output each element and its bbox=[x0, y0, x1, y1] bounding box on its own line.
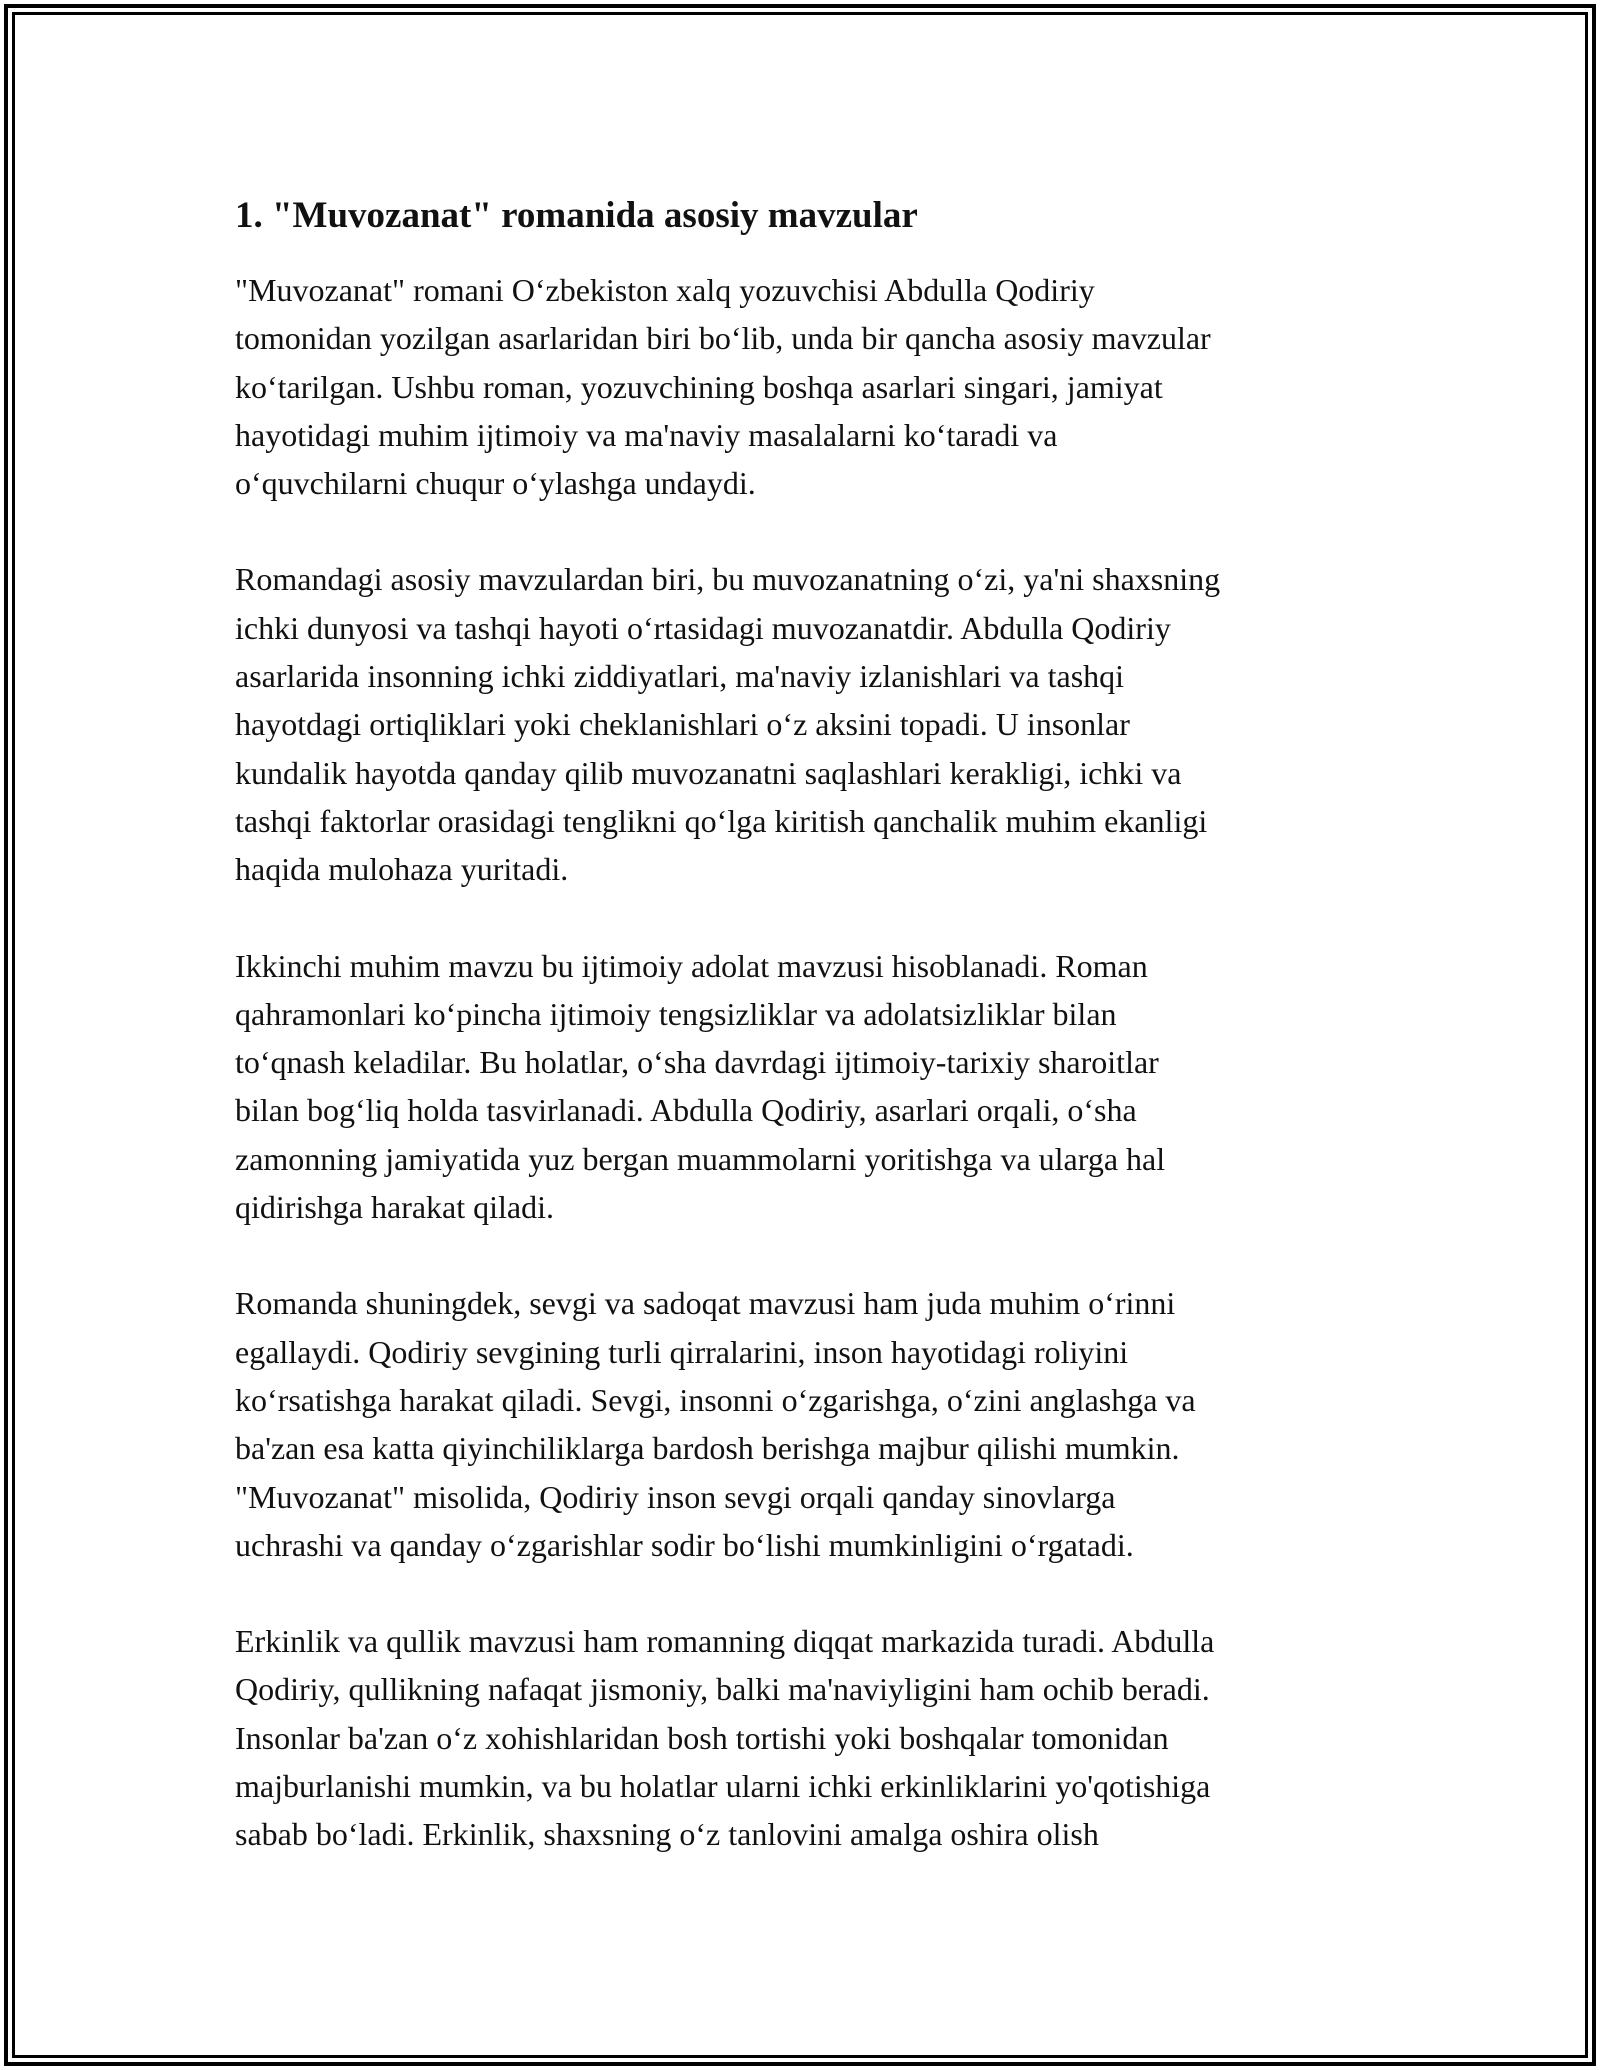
text-line: egallaydi. Qodiriy sevgining turli qirralarini, inson hayotidagi roliyini bbox=[235, 1333, 1129, 1370]
text-line: hayotdagi ortiqliklari yoki cheklanishlari o‘z aksini topadi. U insonlar bbox=[235, 706, 1130, 743]
text-line: Romanda shuningdek, sevgi va sadoqat mavzusi ham juda muhim o‘rinni bbox=[235, 1285, 1176, 1322]
paragraph-3 bbox=[235, 942, 1375, 1232]
text-line: hayotidagi muhim ijtimoiy va ma'naviy masalalarni ko‘taradi va bbox=[235, 416, 1058, 453]
text-line: uchrashi va qanday o‘zgarishlar sodir bo‘lishi mumkinligini o‘rgatadi. bbox=[235, 1526, 1134, 1563]
text-line: ko‘tarilgan. Ushbu roman, yozuvchining boshqa asarlari singari, jamiyat bbox=[235, 368, 1163, 405]
text-line: qidirishga harakat qiladi. bbox=[235, 1189, 555, 1226]
document-heading: 1. "Muvozanat" romanida asosiy mavzular bbox=[235, 195, 918, 236]
text-line: to‘qnash keladilar. Bu holatlar, o‘sha davrdagi ijtimoiy-tarixiy sharoitlar bbox=[235, 1044, 1159, 1081]
text-line: o‘quvchilarni chuqur o‘ylashga undaydi. bbox=[235, 465, 756, 502]
document-body bbox=[235, 188, 1375, 1859]
paragraph-2 bbox=[235, 555, 1375, 893]
text-line: asarlarida insonning ichki ziddiyatlari, ma'naviy izlanishlari va tashqi bbox=[235, 658, 1125, 695]
text-line: ko‘rsatishga harakat qiladi. Sevgi, insonni o‘zgarishga, o‘zini anglashga va bbox=[235, 1381, 1196, 1418]
text-line: tomonidan yozilgan asarlaridan biri bo‘lib, unda bir qancha asosiy mavzular bbox=[235, 320, 1211, 357]
text-line: Ikkinchi muhim mavzu bu ijtimoiy adolat mavzusi hisoblanadi. Roman bbox=[235, 947, 1148, 984]
text-line: sabab bo‘ladi. Erkinlik, shaxsning o‘z tanlovini amalga oshira olish bbox=[235, 1816, 1099, 1853]
text-line: ichki dunyosi va tashqi hayoti o‘rtasidagi muvozanatdir. Abdulla Qodiriy bbox=[235, 609, 1171, 646]
text-line: majburlanishi mumkin, va bu holatlar ularni ichki erkinliklarini yo'qotishiga bbox=[235, 1768, 1211, 1805]
text-line: Qodiriy, qullikning nafaqat jismoniy, balki ma'naviyligini ham ochib beradi. bbox=[235, 1671, 1210, 1708]
text-line: "Muvozanat" misolida, Qodiriy inson sevgi orqali qanday sinovlarga bbox=[235, 1478, 1116, 1515]
text-line: tashqi faktorlar orasidagi tenglikni qo‘lga kiritish qanchalik muhim ekanligi bbox=[235, 802, 1208, 839]
text-line: kundalik hayotda qanday qilib muvozanatni saqlashlari kerakligi, ichki va bbox=[235, 754, 1182, 791]
text-line: bilan bog‘liq holda tasvirlanadi. Abdulla Qodiriy, asarlari orqali, o‘sha bbox=[235, 1092, 1137, 1129]
paragraph-1 bbox=[235, 266, 1375, 507]
text-line: ba'zan esa katta qiyinchiliklarga bardosh berishga majbur qilishi mumkin. bbox=[235, 1430, 1180, 1467]
paragraph-5 bbox=[235, 1617, 1375, 1858]
text-line: "Muvozanat" romani O‘zbekiston xalq yozuvchisi Abdulla Qodiriy bbox=[235, 272, 1095, 308]
text-line: haqida mulohaza yuritadi. bbox=[235, 851, 569, 888]
paragraph-4 bbox=[235, 1279, 1375, 1569]
text-line: Insonlar ba'zan o‘z xohishlaridan bosh tortishi yoki boshqalar tomonidan bbox=[235, 1719, 1169, 1756]
text-line: zamonning jamiyatida yuz bergan muammolarni yoritishga va ularga hal bbox=[235, 1140, 1166, 1177]
text-line: Erkinlik va qullik mavzusi ham romanning diqqat markazida turadi. Abdulla bbox=[235, 1623, 1215, 1660]
text-line: Romandagi asosiy mavzulardan biri, bu muvozanatning o‘zi, ya'ni shaxsning bbox=[235, 561, 1221, 598]
text-line: qahramonlari ko‘pincha ijtimoiy tengsizliklar va adolatsizliklar bilan bbox=[235, 995, 1117, 1032]
